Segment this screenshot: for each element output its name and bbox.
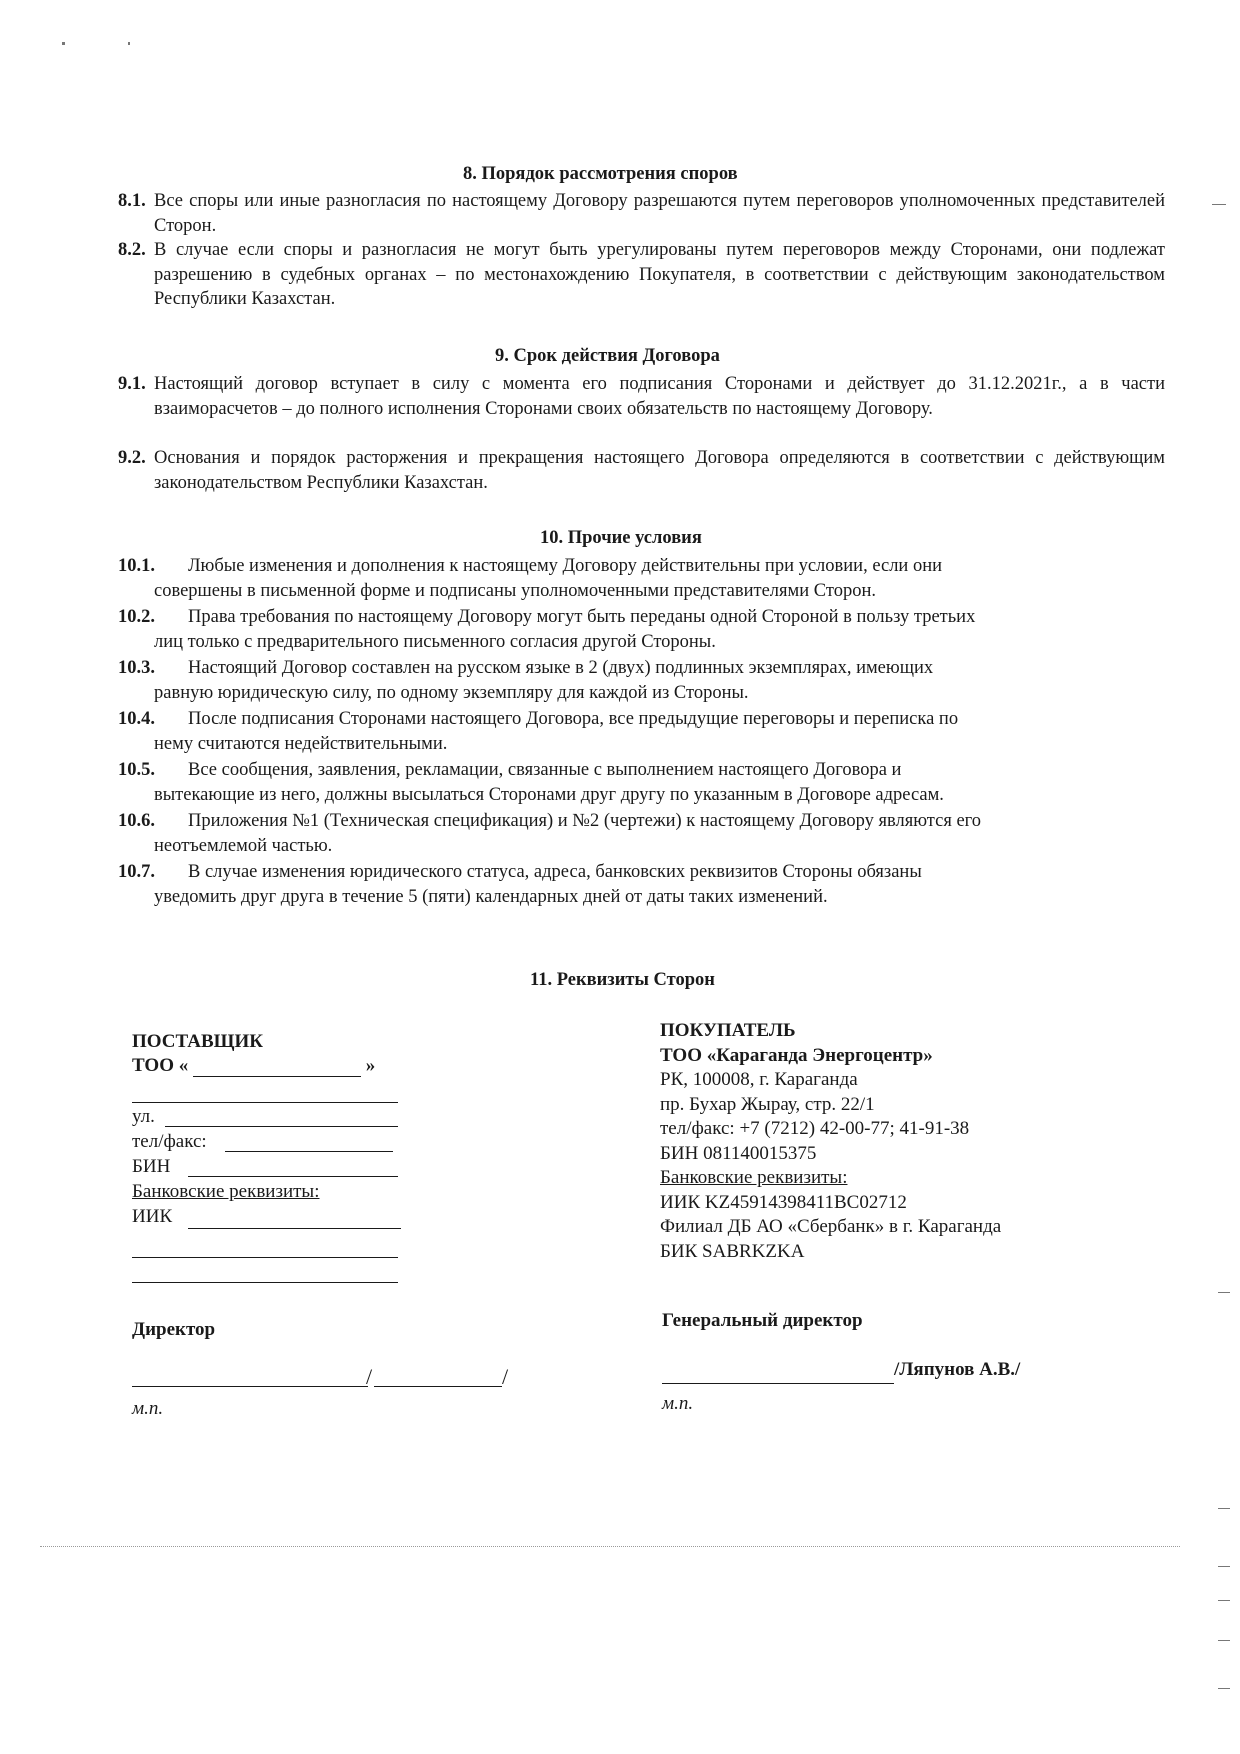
supplier-signature-line[interactable]	[132, 1386, 368, 1387]
scan-speck	[62, 42, 65, 45]
buyer-phone: тел/факс: +7 (7212) 42-00-77; 41-91-38	[660, 1118, 970, 1139]
clause-number: 9.2.	[118, 448, 146, 468]
clause-number: 10.4.	[118, 709, 155, 729]
clause-number: 10.3.	[118, 658, 155, 678]
supplier-phone-row	[132, 1131, 207, 1153]
clause-text	[118, 758, 1165, 807]
clause-number: 10.2.	[118, 607, 155, 627]
buyer-name: ТОО «Караганда Энергоцентр»	[660, 1044, 933, 1066]
clause-10-3	[118, 656, 1165, 705]
buyer-block	[660, 1019, 1001, 1264]
supplier-iik-label: ИИК	[132, 1206, 173, 1227]
clause-number: 10.5.	[118, 760, 155, 780]
clause-first-line: Права требования по настоящему Договору могут быть переданы одной Стороной в пользу третьих	[188, 607, 976, 627]
buyer-signatory: /Ляпунов А.В./	[894, 1359, 1021, 1380]
clause-text: Основания и порядок расторжения и прекращения настоящего Договора определяются в соответствии с действующим законодательством Республики Казахстан.	[154, 448, 1165, 493]
scan-speck	[1218, 1600, 1230, 1601]
clause-text	[118, 605, 1165, 654]
clause-text	[118, 554, 1165, 603]
clause-first-line: В случае изменения юридического статуса, адреса, банковских реквизитов Стороны обязаны	[188, 862, 922, 882]
section-11-title: 11. Реквизиты Сторон	[530, 970, 715, 990]
clause-number: 9.1.	[118, 374, 146, 394]
supplier-name-signature-line[interactable]	[374, 1386, 502, 1387]
clause-10-6	[118, 809, 1165, 858]
scan-speck	[1212, 204, 1226, 205]
clause-number: 8.2.	[118, 240, 146, 260]
supplier-street-label: ул.	[132, 1106, 155, 1127]
supplier-director-label: Директор	[132, 1319, 216, 1340]
buyer-address-line-1: РК, 100008, г. Караганда	[660, 1069, 858, 1090]
supplier-bin-field[interactable]	[188, 1176, 398, 1177]
section-10-title: 10. Прочие условия	[540, 528, 702, 548]
supplier-iik-row	[132, 1206, 172, 1228]
buyer-bank-label: Банковские реквизиты:	[660, 1167, 848, 1188]
supplier-iik-field[interactable]	[188, 1228, 401, 1229]
clause-first-line: Приложения №1 (Техническая спецификация) и №2 (чертежи) к настоящему Договору являются его	[188, 811, 982, 831]
clause-number: 8.1.	[118, 191, 146, 211]
clause-text: В случае если споры и разногласия не могут быть урегулированы путем переговоров между Сторонами, они подлежат разрешению в судебных органах – по местонахождению Покупателя, в соответствии с действующим законодательством Республики Казахстан.	[154, 240, 1165, 309]
buyer-address-line-2: пр. Бухар Жырау, стр. 22/1	[660, 1093, 875, 1115]
clause-continuation: вытекающие из него, должны высылаться Сторонами друг другу по указанным в Договоре адресам.	[154, 784, 944, 805]
supplier-bin-label: БИН	[132, 1156, 171, 1177]
supplier-bank-line-2[interactable]	[132, 1257, 398, 1258]
buyer-heading: ПОКУПАТЕЛЬ	[660, 1020, 796, 1041]
clause-10-1	[118, 554, 1165, 603]
buyer-iik: ИИК KZ45914398411BC02712	[660, 1191, 907, 1213]
supplier-heading: ПОСТАВЩИК	[132, 1031, 264, 1052]
clause-10-7	[118, 860, 1165, 909]
buyer-signature-line[interactable]	[662, 1383, 894, 1384]
clause-text: Все споры или иные разногласия по настоящему Договору разрешаются путем переговоров уполномоченных представителей Сторон.	[154, 191, 1165, 236]
clause-number: 10.6.	[118, 811, 155, 831]
scan-speck	[1218, 1566, 1230, 1567]
scan-speck	[1218, 1688, 1230, 1689]
clause-9-1	[118, 372, 1165, 421]
clause-number: 10.1.	[118, 556, 155, 576]
scan-speck	[1218, 1508, 1230, 1509]
clause-text: Настоящий договор вступает в силу с момента его подписания Сторонами и действует до 31.12.2021г., а в части взаиморасчетов – до полного исполнения Сторонами своих обязательств по настоящему Договору.	[154, 374, 1165, 419]
clause-first-line: После подписания Сторонами настоящего Договора, все предыдущие переговоры и переписка по	[188, 709, 959, 729]
clause-continuation: равную юридическую силу, по одному экземпляру для каждой из Стороны.	[154, 682, 749, 703]
clause-10-4	[118, 707, 1165, 756]
supplier-street-row	[132, 1106, 155, 1128]
clause-first-line: Все сообщения, заявления, рекламации, связанные с выполнением настоящего Договора и	[188, 760, 902, 780]
clause-continuation: неотъемлемой частью.	[154, 835, 333, 856]
supplier-bank-label: Банковские реквизиты:	[132, 1181, 320, 1202]
scan-speck	[1218, 1640, 1230, 1641]
scan-dotted-line	[40, 1546, 1180, 1547]
buyer-bank-branch: Филиал ДБ АО «Сбербанк» в г. Караганда	[660, 1216, 1002, 1237]
clause-10-5	[118, 758, 1165, 807]
buyer-director-label: Генеральный директор	[662, 1310, 863, 1331]
scan-speck	[128, 42, 130, 45]
supplier-slash-2: /	[502, 1364, 509, 1389]
clause-number: 10.7.	[118, 862, 155, 882]
supplier-bin-row	[132, 1156, 170, 1178]
supplier-name-field[interactable]	[193, 1058, 361, 1077]
clause-10-2	[118, 605, 1165, 654]
clause-continuation: лиц только с предварительного письменного согласия другой Стороны.	[154, 631, 716, 652]
buyer-bik: БИК SABRKZKA	[660, 1240, 805, 1262]
clause-continuation: совершены в письменной форме и подписаны уполномоченными представителями Сторон.	[154, 580, 876, 601]
section-9-title: 9. Срок действия Договора	[495, 346, 720, 366]
section-8-title: 8. Порядок рассмотрения споров	[463, 164, 738, 184]
supplier-phone-label: тел/факс:	[132, 1131, 207, 1152]
clause-text	[118, 860, 1165, 909]
supplier-bank-line-3[interactable]	[132, 1282, 398, 1283]
supplier-name-suffix: »	[365, 1055, 376, 1076]
clause-9-2	[118, 446, 1165, 495]
clause-text	[118, 809, 1165, 858]
supplier-street-field[interactable]	[165, 1126, 398, 1127]
clause-first-line: Любые изменения и дополнения к настоящему Договору действительны при условии, если они	[188, 556, 943, 576]
clause-continuation: нему считаются недействительными.	[154, 733, 448, 754]
clause-continuation: уведомить друг друга в течение 5 (пяти) календарных дней от даты таких изменений.	[154, 886, 828, 907]
clause-first-line: Настоящий Договор составлен на русском языке в 2 (двух) подлинных экземплярах, имеющих	[188, 658, 934, 678]
supplier-name-line-2[interactable]	[132, 1102, 398, 1103]
scan-speck	[1218, 1292, 1230, 1293]
supplier-slash-1: /	[366, 1364, 373, 1389]
supplier-stamp-label: м.п.	[132, 1398, 164, 1419]
buyer-stamp-label: м.п.	[662, 1393, 694, 1414]
buyer-bin: БИН 081140015375	[660, 1142, 817, 1164]
supplier-name-prefix: ТОО «	[132, 1055, 189, 1076]
supplier-name-row	[132, 1055, 375, 1077]
supplier-phone-field[interactable]	[225, 1151, 393, 1152]
clause-8-1	[118, 189, 1165, 238]
clause-text	[118, 656, 1165, 705]
clause-8-2	[118, 238, 1165, 312]
clause-text	[118, 707, 1165, 756]
